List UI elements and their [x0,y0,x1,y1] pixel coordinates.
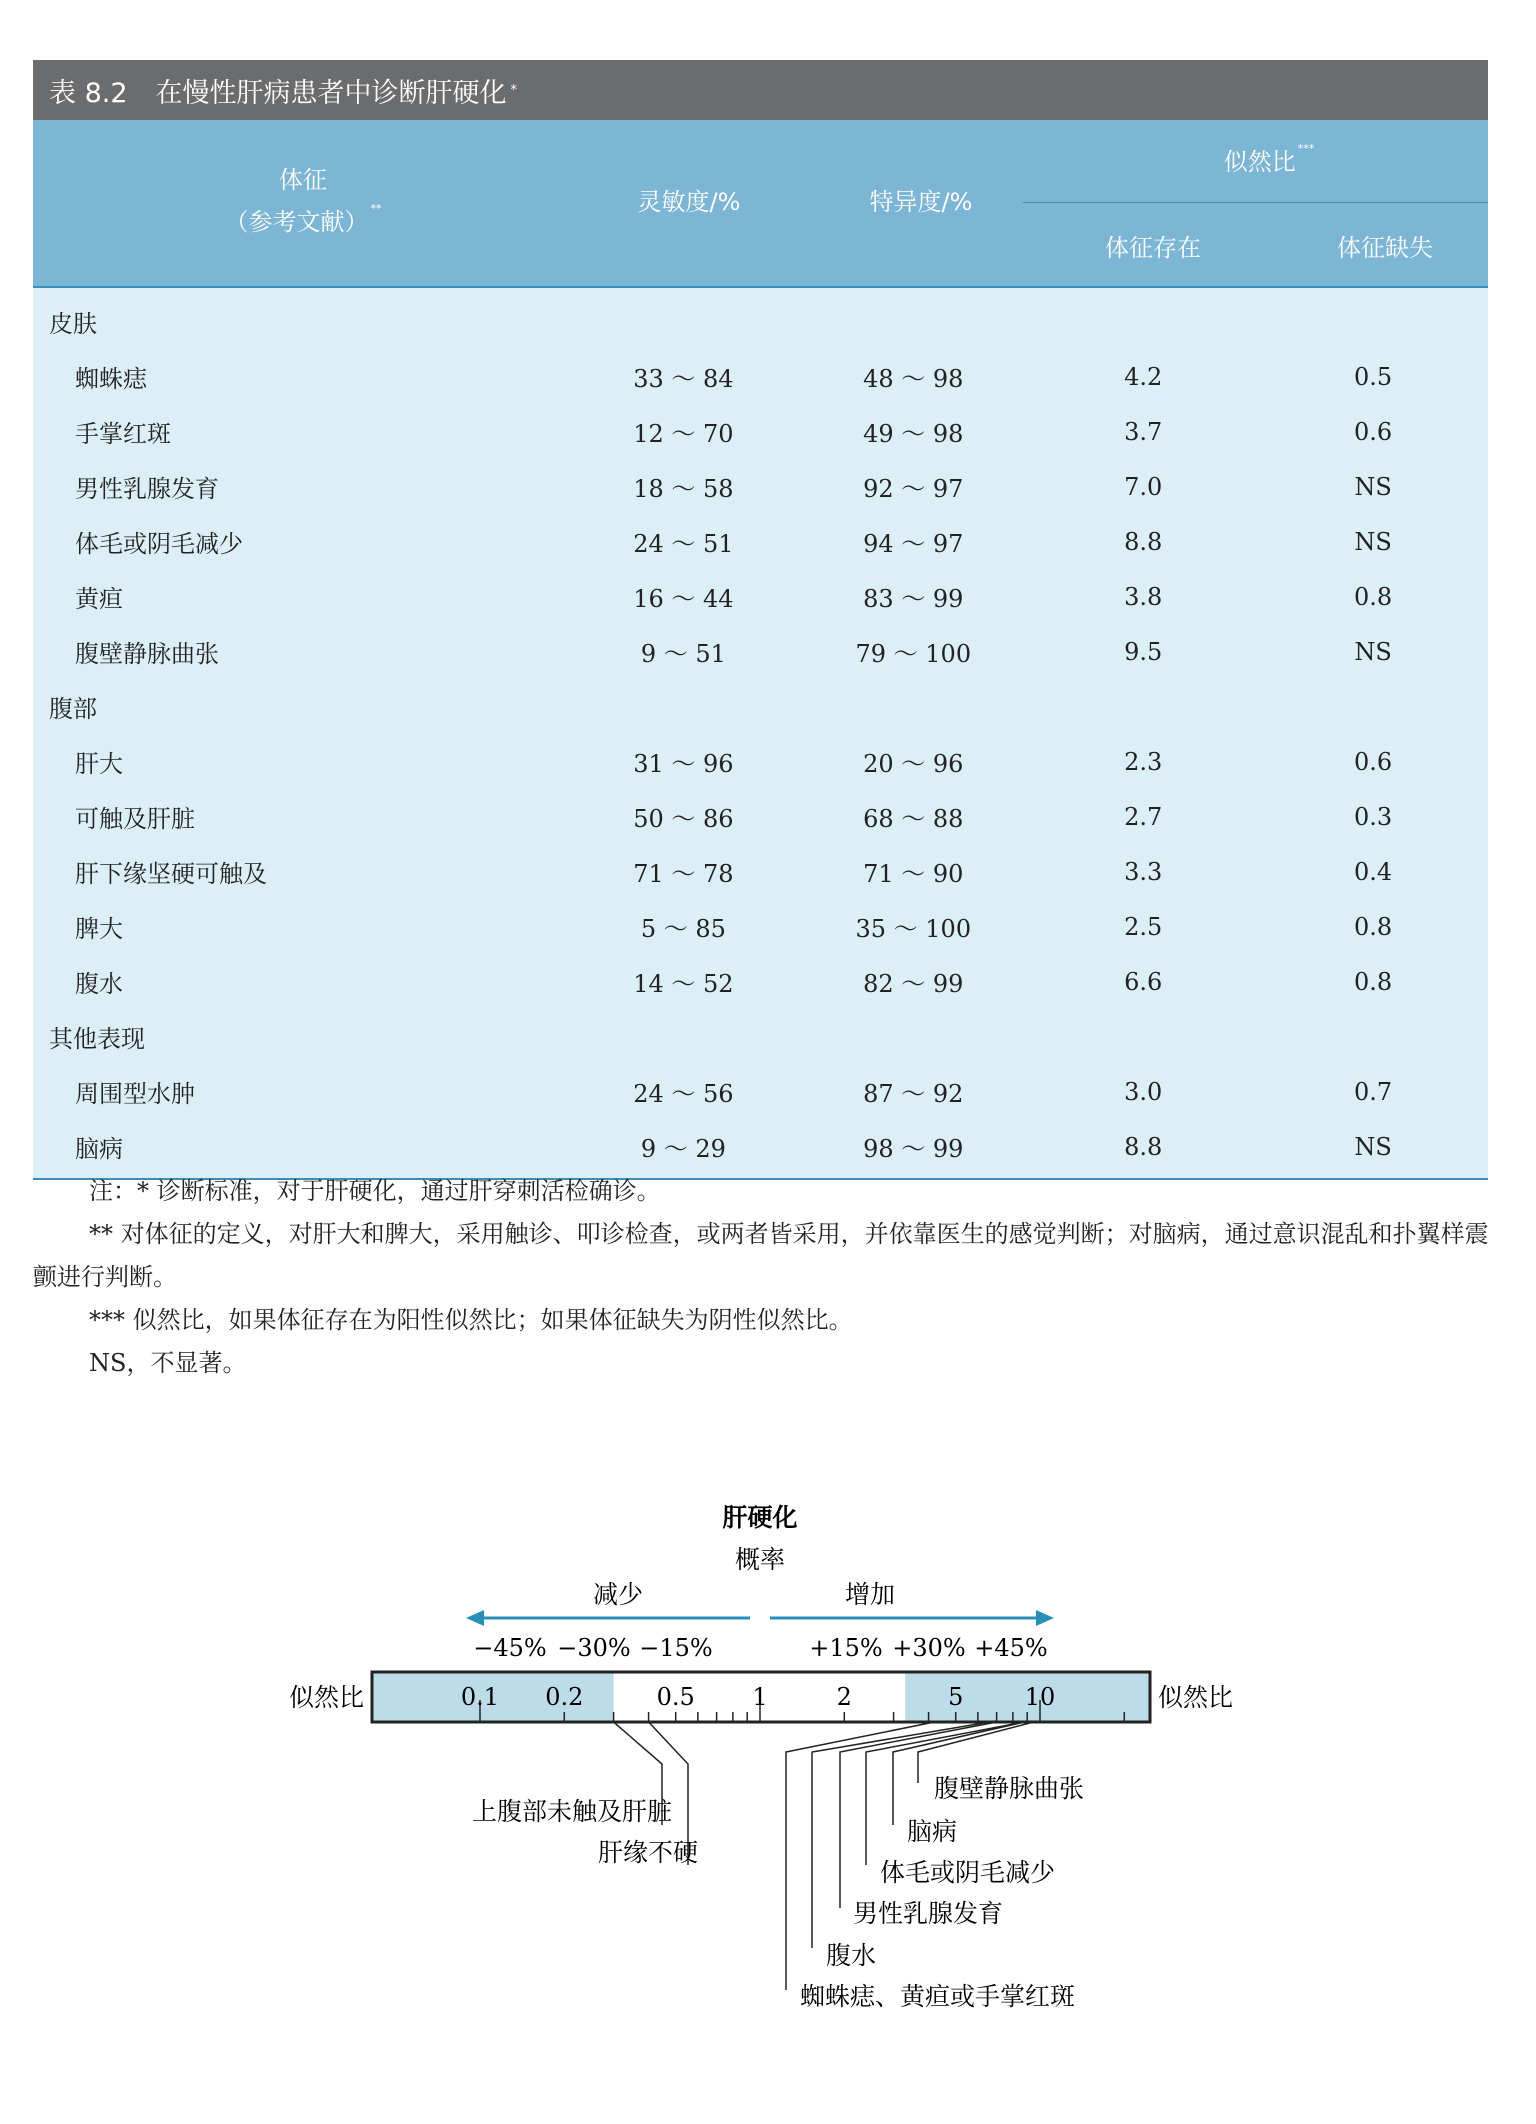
table-header [33,120,1488,288]
note-3: *** 似然比，如果体征存在为阳性似然比；如果体征缺失为阴性似然比。 [89,1306,853,1334]
lr-label-left: 似然比 [288,1683,364,1712]
sensitivity-cell: 71 ～ 78 [633,860,734,888]
probability-label: −15% [639,1634,713,1662]
lr-label-right: 似然比 [1158,1683,1234,1712]
note-2: ** 对体征的定义，对肝大和脾大，采用触诊、叩诊检查，或两者皆采用，并依靠医生的感觉判断；对脑病，通过意识混乱和扑翼样震颤进行判断。 [33,1220,1489,1291]
sensitivity-cell: 24 ～ 56 [633,1080,734,1108]
specificity-cell: 94 ～ 97 [863,530,964,558]
sensitivity-cell: 50 ～ 86 [633,805,734,833]
header-sign-ref-label: （参考文献） [224,208,369,236]
callout-label-right: 蜘蛛痣、黄疸或手掌红斑 [800,1982,1076,2011]
table-8-2 [33,60,1488,1180]
lr-present-cell: 3.7 [1124,417,1163,446]
specificity-cell: 49 ～ 98 [863,420,964,448]
callout-label-left: 肝缘不硬 [597,1838,698,1867]
sensitivity-cell: 16 ～ 44 [633,585,734,613]
header-sign-label: 体征 [279,166,327,194]
table-row [33,624,1488,679]
callout-label-right: 体毛或阴毛减少 [880,1858,1056,1887]
lr-present-cell: 3.0 [1124,1077,1163,1106]
decrease-label: 减少 [592,1580,644,1609]
sensitivity-cell: 9 ～ 51 [640,640,726,668]
callout-label-left: 上腹部未触及肝脏 [471,1797,672,1826]
sign-cell: 肝下缘坚硬可触及 [75,860,267,888]
table-title-mark: * [510,82,518,98]
callout-label-right: 脑病 [907,1817,958,1846]
header-absent: 体征缺失 [1337,234,1433,262]
header-sign [33,160,573,195]
scale-tick-label: 5 [948,1683,964,1711]
specificity-cell: 83 ～ 99 [863,585,964,613]
header-lr-divider [1023,202,1488,203]
table-row [33,404,1488,459]
table-row [33,734,1488,789]
table-row [33,1119,1488,1174]
sensitivity-cell: 5 ～ 85 [640,915,726,943]
scale-tick-label: 0.1 [460,1683,500,1711]
table-section-row [33,294,1488,349]
lr-absent-cell: NS [1354,1132,1392,1161]
table-title: 在慢性肝病患者中诊断肝硬化 [155,77,507,109]
callout-label-right: 男性乳腺发育 [853,1899,1004,1928]
lr-present-cell: 2.5 [1124,912,1163,941]
table-row [33,844,1488,899]
table-row [33,569,1488,624]
sign-cell: 腹部 [49,695,97,723]
sign-cell: 可触及肝脏 [75,805,195,833]
header-lr [1037,142,1501,177]
table-body [33,288,1488,1180]
table-row [33,514,1488,569]
figure-title: 肝硬化 [722,1503,798,1532]
scale-tick-label: 10 [1024,1683,1056,1711]
table-row [33,954,1488,1009]
lr-present-cell: 9.5 [1124,637,1163,666]
sign-cell: 腹壁静脉曲张 [75,640,219,668]
specificity-cell: 92 ～ 97 [863,475,964,503]
lr-absent-cell: 0.8 [1353,582,1393,611]
sign-cell: 脑病 [75,1135,123,1163]
lr-absent-cell: NS [1354,527,1392,556]
sign-cell: 男性乳腺发育 [75,475,219,503]
lr-present-cell: 2.7 [1124,802,1163,831]
sign-cell: 蜘蛛痣 [75,365,147,393]
sign-cell: 脾大 [75,915,123,943]
lr-present-cell: 6.6 [1124,967,1163,996]
lr-present-cell: 8.8 [1124,1132,1163,1161]
lr-present-cell: 3.8 [1124,582,1163,611]
header-lr-label: 似然比 [1223,148,1296,176]
sign-cell: 手掌红斑 [75,420,171,448]
table-section-row [33,1009,1488,1064]
sensitivity-cell: 9 ～ 29 [640,1135,726,1163]
sensitivity-cell: 31 ～ 96 [633,750,734,778]
specificity-cell: 35 ～ 100 [855,915,972,943]
scale-tick-label: 0.2 [545,1683,584,1711]
table-row [33,349,1488,404]
table-title-bar [33,60,1488,120]
header-sensitivity: 灵敏度/% [637,188,741,216]
table-number: 表 8.2 [49,77,128,109]
sensitivity-cell: 18 ～ 58 [633,475,734,503]
lr-absent-cell: NS [1354,637,1392,666]
lr-present-cell: 7.0 [1124,472,1163,501]
decrease-arrowhead [466,1610,484,1626]
lr-absent-cell: 0.8 [1353,912,1393,941]
sign-cell: 其他表现 [49,1025,145,1053]
table-notes [33,1170,1493,1385]
lr-absent-cell: 0.6 [1353,417,1393,446]
scale-tick-label: 2 [836,1683,852,1711]
lr-present-cell: 3.3 [1124,857,1163,886]
probability-label: +15% [809,1634,883,1662]
note-4: NS，不显著。 [89,1349,247,1377]
header-sign-ref-mark: ** [370,202,382,215]
lr-present-cell: 2.3 [1124,747,1163,776]
specificity-cell: 71 ～ 90 [863,860,964,888]
likelihood-ratio-figure [0,1490,1536,2050]
table-row [33,899,1488,954]
sensitivity-cell: 24 ～ 51 [633,530,734,558]
specificity-cell: 82 ～ 99 [863,970,964,998]
lr-absent-cell: 0.6 [1353,747,1393,776]
lr-present-cell: 4.2 [1124,362,1163,391]
sign-cell: 周围型水肿 [75,1080,195,1108]
table-row [33,459,1488,514]
lr-absent-cell: NS [1354,472,1392,501]
note-1: 注：* 诊断标准，对于肝硬化，通过肝穿刺活检确诊。 [89,1177,661,1205]
table-row [33,1064,1488,1119]
lr-scale-svg [0,1490,1536,2050]
probability-label: −30% [557,1634,631,1662]
increase-label: 增加 [844,1580,896,1609]
increase-arrowhead [1036,1610,1054,1626]
specificity-cell: 79 ～ 100 [855,640,972,668]
lr-absent-cell: 0.7 [1353,1077,1393,1106]
sensitivity-cell: 33 ～ 84 [633,365,734,393]
figure-subtitle: 概率 [734,1545,786,1574]
lr-present-cell: 8.8 [1124,527,1163,556]
sign-cell: 皮肤 [49,310,97,338]
callout-label-right: 腹壁静脉曲张 [934,1774,1085,1803]
lr-absent-cell: 0.3 [1353,802,1393,831]
table-row [33,789,1488,844]
scale-tick-label: 0.5 [656,1683,695,1711]
sensitivity-cell: 12 ～ 70 [633,420,734,448]
probability-label: +30% [892,1634,966,1662]
scale-tick-label: 1 [752,1683,768,1711]
specificity-cell: 68 ～ 88 [863,805,964,833]
lr-absent-cell: 0.4 [1353,857,1393,886]
specificity-cell: 98 ～ 99 [863,1135,964,1163]
specificity-cell: 87 ～ 92 [863,1080,964,1108]
header-sign-ref [33,202,573,237]
lr-absent-cell: 0.5 [1353,362,1393,391]
lr-absent-cell: 0.8 [1353,967,1393,996]
header-specificity: 特异度/% [869,188,973,216]
header-present: 体征存在 [1105,234,1201,262]
sign-cell: 腹水 [75,970,123,998]
callout-label-right: 腹水 [826,1941,877,1970]
specificity-cell: 20 ～ 96 [863,750,964,778]
header-lr-mark: *** [1297,142,1315,155]
specificity-cell: 48 ～ 98 [863,365,964,393]
sign-cell: 体毛或阴毛减少 [75,530,243,558]
probability-label: −45% [473,1634,547,1662]
sign-cell: 肝大 [75,750,123,778]
probability-label: +45% [974,1634,1048,1662]
table-section-row [33,679,1488,734]
sensitivity-cell: 14 ～ 52 [633,970,734,998]
sign-cell: 黄疸 [75,585,123,613]
